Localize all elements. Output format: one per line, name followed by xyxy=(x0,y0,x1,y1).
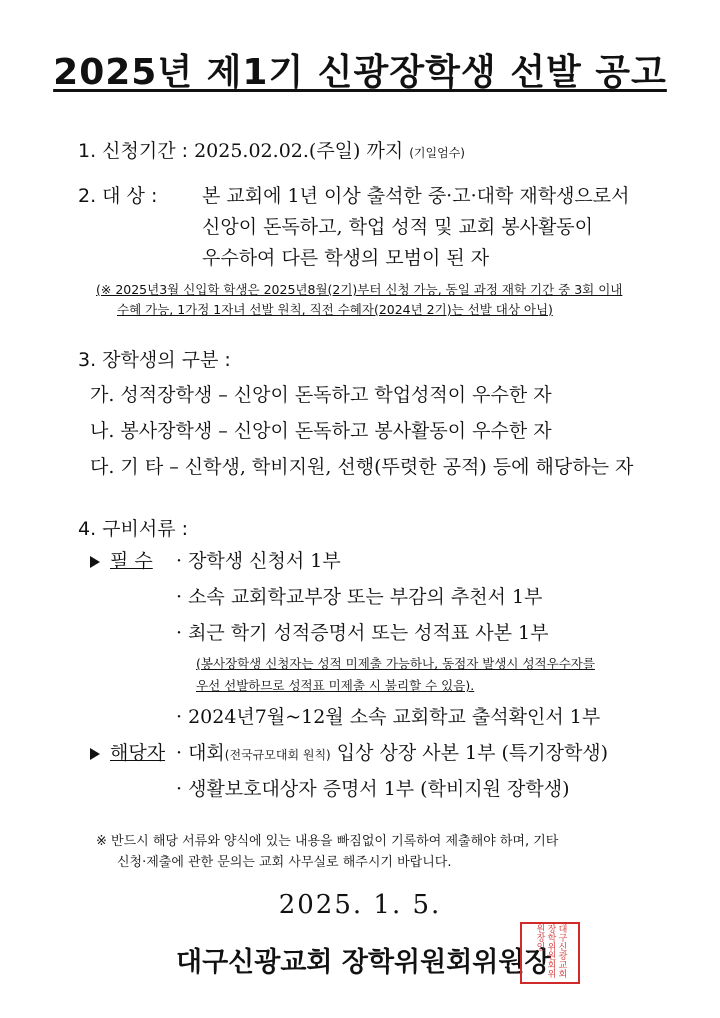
period-note: (기일엄수) xyxy=(409,146,465,160)
required-group-label: 필 수 xyxy=(90,546,153,573)
signer-name: 대구신광교회 장학위원회위원장 xyxy=(176,947,551,978)
footer-note-1: ※ 반드시 해당 서류와 양식에 있는 내용을 빠짐없이 기록하여 제출해야 하며, 기타 xyxy=(96,834,559,849)
applicable-item: · 대회(전국규모대회 원칙) 입상 상장 사본 1부 (특기장학생) xyxy=(176,742,609,764)
types-label: 3. 장학생의 구분 : xyxy=(78,349,231,371)
document-date: 2025. 1. 5. xyxy=(278,890,442,920)
triangle-bullet-icon xyxy=(90,556,100,568)
eligibility-line-3: 우수하여 다른 학생의 모범이 된 자 xyxy=(202,247,490,269)
required-item: · 소속 교회학교부장 또는 부감의 추천서 1부 xyxy=(176,586,543,608)
required-item: · 2024년7월~12월 소속 교회학교 출석확인서 1부 xyxy=(176,706,601,728)
eligibility-line-1: 본 교회에 1년 이상 출석한 중·고·대학 재학생으로서 xyxy=(202,185,630,207)
page-title: 2025년 제1기 신광장학생 선발 공고 xyxy=(53,52,667,93)
applicable-item: · 생활보호대상자 증명서 1부 (학비지원 장학생) xyxy=(176,778,570,800)
footer-note-2: 신청·제출에 관한 문의는 교회 사무실로 해주시기 바랍니다. xyxy=(117,855,452,870)
eligibility-note-2: 수혜 가능, 1가정 1자녀 선발 원칙, 직전 수혜자(2024년 2기)는 선발 대상 아님) xyxy=(117,302,553,317)
type-item: 가. 성적장학생 – 신앙이 돈독하고 학업성적이 우수한 자 xyxy=(90,384,552,406)
required-item: · 최근 학기 성적증명서 또는 성적표 사본 1부 xyxy=(176,622,549,644)
type-item: 다. 기 타 – 신학생, 학비지원, 선행(뚜렷한 공적) 등에 해당하는 자 xyxy=(90,456,634,478)
eligibility-label: 2. 대 상 : xyxy=(78,185,158,207)
type-item: 나. 봉사장학생 – 신앙이 돈독하고 봉사활동이 우수한 자 xyxy=(90,420,552,442)
period-value: 2025.02.02.(주일) 까지 xyxy=(194,140,404,162)
period-row xyxy=(78,136,465,163)
eligibility-note-1: (※ 2025년3월 신입학 학생은 2025년8월(2기)부터 신청 가능, 동일 과정 재학 기간 중 3회 이내 xyxy=(96,282,623,297)
official-seal-icon: 대구신광교회장학위원회위원장인 xyxy=(520,922,580,984)
required-item: · 장학생 신청서 1부 xyxy=(176,550,341,572)
triangle-bullet-icon xyxy=(90,748,100,760)
documents-label: 4. 구비서류 : xyxy=(78,518,189,540)
applicable-group-label: 해당자 xyxy=(90,738,165,765)
required-note-1: (봉사장학생 신청자는 성적 미제출 가능하나, 동점자 발생시 성적우수자를 xyxy=(196,656,595,671)
period-label: 1. 신청기간 : xyxy=(78,140,189,162)
eligibility-line-2: 신앙이 돈독하고, 학업 성적 및 교회 봉사활동이 xyxy=(202,216,594,238)
required-note-2: 우선 선발하므로 성적표 미제출 시 불리할 수 있음). xyxy=(196,678,475,693)
